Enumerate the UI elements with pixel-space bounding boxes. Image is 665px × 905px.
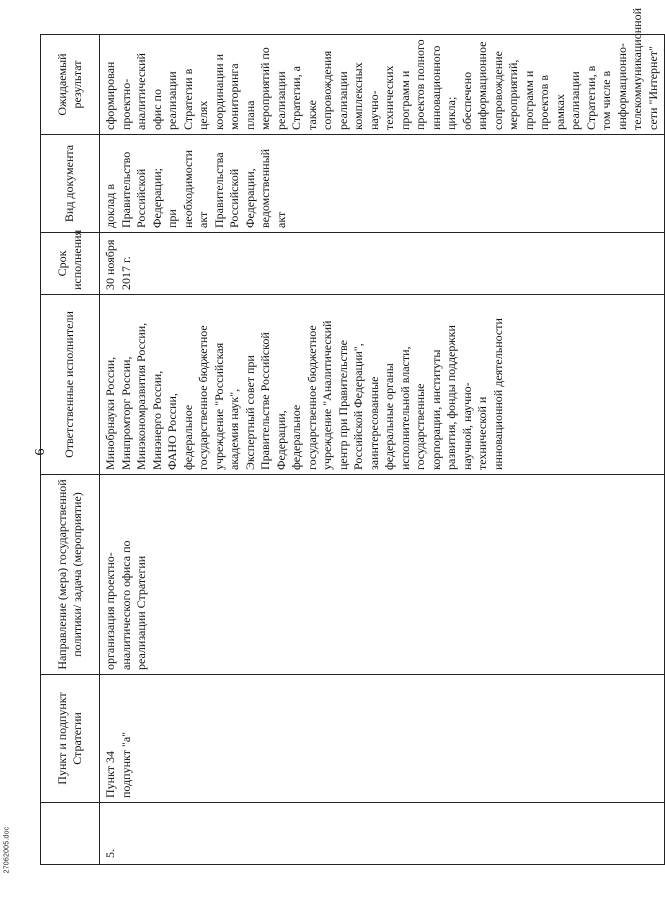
- plan-table: [40, 8, 665, 865]
- page-number: 6: [33, 448, 48, 456]
- header-task: Направление (мера) государственной политики/ задача (мероприятие): [41, 475, 100, 675]
- row-clause: Пункт 34 подпункт "а": [100, 675, 665, 803]
- row-deadline: 30 ноября 2017 г.: [100, 233, 665, 295]
- row-task: организация проектно- аналитического офиса по реализации Стратегии: [100, 475, 665, 675]
- table-row: [100, 35, 665, 865]
- table-header-row: [41, 35, 100, 865]
- header-deadline: Срок исполнения: [41, 233, 100, 295]
- header-number: [41, 803, 100, 865]
- document-table-rotated: [40, 8, 660, 865]
- row-result: сформирован проектно- аналитический офис по реализации Стратегии в целях координации и мониторинга плана мероприятий по реализации Стратегии, а также сопровождения реализации комплексных научно- технических программ и проектов полного инновационного цикла; обеспечено информационное сопровождение мероприятий, программ и проектов в рамках реализации Стратегии, в том числе в информационно- телекоммуникационной сети "Интернет": [100, 35, 665, 135]
- row-executors: Минобрнауки России, Минпромторг России, Минэкономразвития России, Минэнерго России, ФАНО России, федеральное государственное бюджетное учреждение "Российская академия наук", Экспертный совет при Правительстве Российской Федерации, федеральное государственное бюджетное учреждение "Аналитический центр при Правительстве Российской Федерации", заинтересованные федеральные органы исполнительной власти, государственные корпорации, институты развития, фонды поддержки научной, научно- технической и инновационной деятельности: [100, 295, 665, 475]
- footer-file-ref: 27062005.doc: [3, 826, 11, 874]
- header-clause: Пункт и подпункт Стратегии: [41, 675, 100, 803]
- header-executors: Ответственные исполнители: [41, 295, 100, 475]
- row-doc-type: доклад в Правительство Российской Федерации; при необходимости акт Правительства Российской Федерации, ведомственный акт: [100, 135, 665, 233]
- row-number: 5.: [100, 803, 665, 865]
- header-result: Ожидаемый результат: [41, 35, 100, 135]
- header-doc-type: Вид документа: [41, 135, 100, 233]
